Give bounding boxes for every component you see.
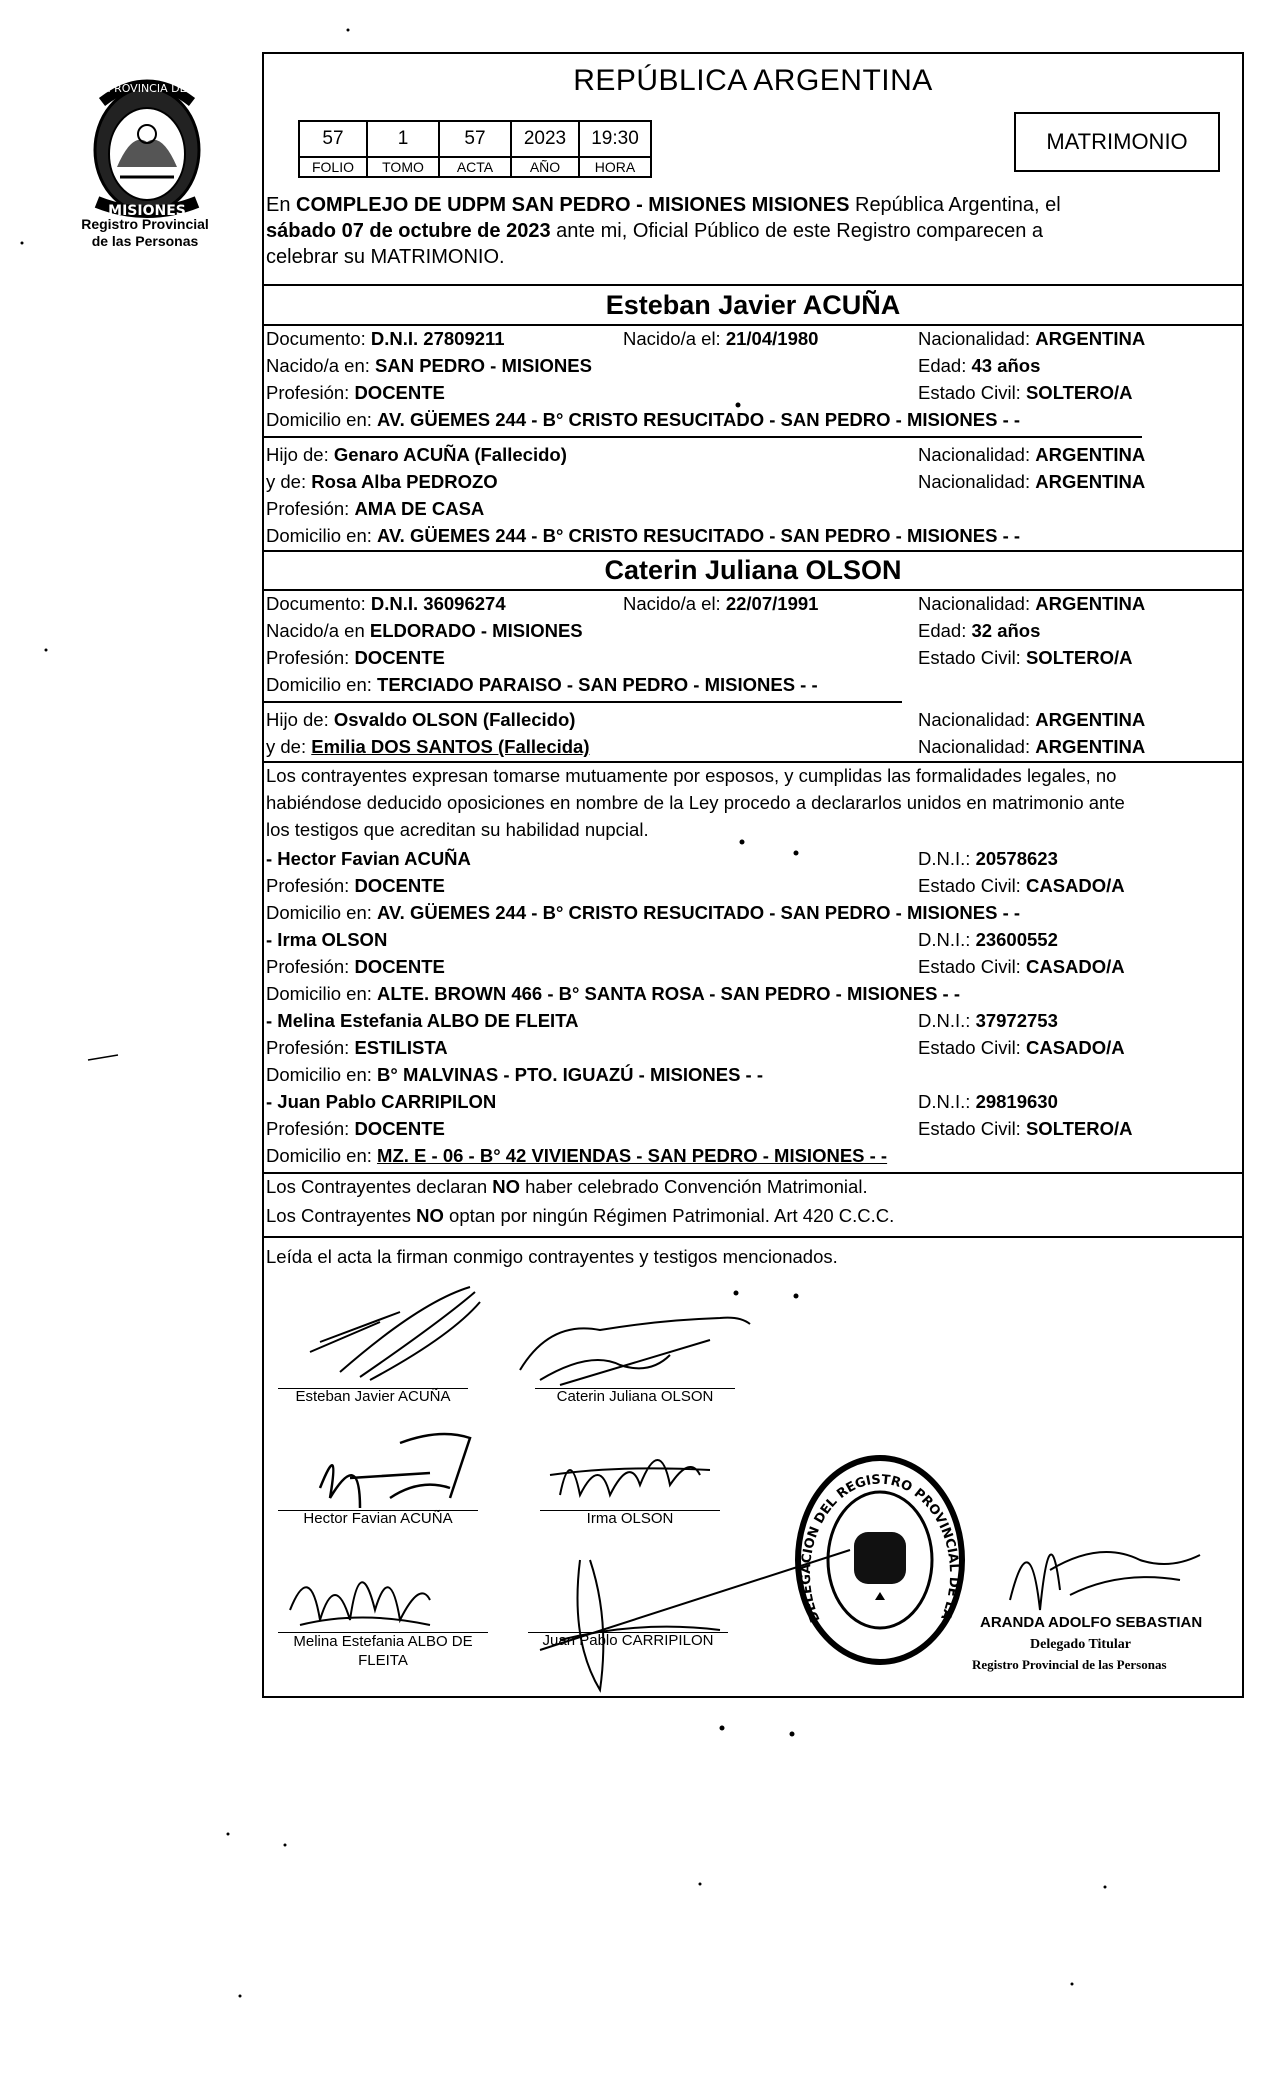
label: Domicilio en: [266,983,378,1004]
label: Profesión: [266,1118,355,1139]
svg-text:PROVINCIA DE: PROVINCIA DE [107,82,187,95]
intro-country: República Argentina, el [849,194,1061,216]
intro-officer: ante mi, Oficial Público de este Registro comparecen a [550,220,1044,242]
value: MZ. E - 06 - B° 42 VIVIENDAS - SAN PEDRO - MISIONES - - [377,1145,888,1166]
svg-text:DELEGACION DEL REGISTRO PROVIN: DELEGACION DEL REGISTRO PROVINCIAL DE LAS PERSONAS [784,1439,962,1625]
folio-value: 57 [299,121,367,157]
text: haber celebrado Convención Matrimonial. [520,1176,868,1197]
label: Hijo de: [266,709,334,730]
label: Nacionalidad: [918,709,1036,730]
closing-statement: Leída el acta la firman conmigo contrayentes y testigos mencionados. [266,1246,838,1267]
label: Estado Civil: [918,1037,1026,1058]
intro-date: sábado 07 de octubre de 2023 [266,220,551,242]
label: Nacionalidad: [918,471,1036,492]
label: Estado Civil: [918,956,1026,977]
svg-text:MISIONES: MISIONES [108,203,186,219]
declaration-line-1: Los contrayentes expresan tomarse mutuamente por esposos, y cumplidas las formalidades legales, no [266,765,1117,786]
value: AV. GÜEMES 244 - B° CRISTO RESUCITADO - SAN PEDRO - MISIONES - - [377,902,1021,923]
intro-place: COMPLEJO DE UDPM SAN PEDRO - MISIONES MISIONES [296,194,850,216]
label: Nacionalidad: [918,736,1036,757]
witness4-name: - Juan Pablo CARRIPILON [266,1091,497,1112]
tomo-label: TOMO [367,157,439,177]
value: ELDORADO - MISIONES [369,620,583,641]
label: Profesión: [266,875,355,896]
value: CASADO/A [1025,956,1125,977]
value: 20578623 [975,848,1058,869]
spouse1-birthdate-value: 21/04/1980 [725,328,819,349]
label: Estado Civil: [918,382,1026,403]
acta-label: ACTA [439,157,511,177]
spouse1-dni: D.N.I. 27809211 [370,328,505,349]
spouse2-name: Caterin Juliana OLSON [604,555,902,585]
value: DOCENTE [354,1118,445,1139]
emphasis: NO [492,1176,520,1197]
value: DOCENTE [354,875,445,896]
acta-value: 57 [439,121,511,157]
spouse1-age-value: 43 años [971,355,1041,376]
value: SOLTERO/A [1025,1118,1133,1139]
spouse1-nationality-value: ARGENTINA [1035,328,1146,349]
document-title: REPÚBLICA ARGENTINA [573,64,933,97]
label: Estado Civil: [918,1118,1026,1139]
label: Nacionalidad: [918,328,1036,349]
witness2-name: - Irma OLSON [266,929,388,950]
value: ARGENTINA [1035,709,1146,730]
folio-label: FOLIO [299,157,367,177]
value: TERCIADO PARAISO - SAN PEDRO - MISIONES - - [377,674,818,695]
value: DOCENTE [354,956,445,977]
value: DOCENTE [354,647,445,668]
label: Nacido/a en [266,620,370,641]
label: Nacionalidad: [918,593,1036,614]
label: Profesión: [266,498,355,519]
signature-label-caterin: Caterin Juliana OLSON [556,1388,714,1405]
emphasis: NO [416,1205,444,1226]
value: 29819630 [975,1091,1058,1112]
label: Domicilio en: [266,902,378,923]
label: Profesión: [266,1037,355,1058]
spouse1-civil-value: SOLTERO/A [1025,382,1133,403]
spouse1-address-value: AV. GÜEMES 244 - B° CRISTO RESUCITADO - SAN PEDRO - MISIONES - - [377,409,1021,430]
label: D.N.I.: [918,929,976,950]
label: Edad: [918,620,972,641]
spouse1-name: Esteban Javier ACUÑA [605,290,901,320]
label: Domicilio en: [266,525,378,546]
spouse2-dni: D.N.I. 36096274 [370,593,506,614]
value: 22/07/1991 [725,593,819,614]
label: D.N.I.: [918,1091,976,1112]
year-label: AÑO [511,157,579,177]
label: Nacido/a el: [623,328,726,349]
label: Hijo de: [266,444,334,465]
official-office: Registro Provincial de las Personas [972,1657,1167,1672]
value: ARGENTINA [1035,736,1146,757]
official-name: ARANDA ADOLFO SEBASTIAN [980,1614,1203,1631]
label: Nacionalidad: [918,444,1036,465]
witness1-name: - Hector Favian ACUÑA [266,848,471,869]
value: Osvaldo OLSON (Fallecido) [333,709,576,730]
label: y de: [266,736,312,757]
value: ARGENTINA [1035,471,1146,492]
official-title: Delegado Titular [1030,1637,1131,1652]
label: Nacido/a el: [623,593,726,614]
spouse1-mother-value: Rosa Alba PEDROZO [311,471,498,492]
label: y de: [266,471,312,492]
value: 37972753 [975,1010,1058,1031]
label: Domicilio en: [266,1145,378,1166]
declaration-line-2: habiéndose deducido oposiciones en nombre de la Ley procedo a declararlos unidos en matrimonio ante [266,792,1125,813]
value: B° MALVINAS - PTO. IGUAZÚ - MISIONES - - [377,1064,764,1085]
witness3-name: - Melina Estefania ALBO DE FLEITA [266,1010,579,1031]
value: CASADO/A [1025,875,1125,896]
label: Domicilio en: [266,674,378,695]
logo-caption-line2: de las Personas [91,233,199,249]
value: AMA DE CASA [354,498,485,519]
signature-label-esteban: Esteban Javier ACUÑA [295,1388,451,1405]
signature-label-melina-line2: FLEITA [358,1652,408,1669]
intro-line-3: celebrar su MATRIMONIO. [266,246,505,268]
hour-value: 19:30 [579,121,651,157]
label: Documento: [266,328,371,349]
spouse1-profession-value: DOCENTE [354,382,445,403]
value: SOLTERO/A [1025,647,1133,668]
label: D.N.I.: [918,1010,976,1031]
signature-label-hector: Hector Favian ACUÑA [303,1510,453,1527]
value: AV. GÜEMES 244 - B° CRISTO RESUCITADO - SAN PEDRO - MISIONES - - [377,525,1021,546]
value: CASADO/A [1025,1037,1125,1058]
label: Nacido/a en: [266,355,376,376]
label: Estado Civil: [918,647,1026,668]
signature-label-melina-line1: Melina Estefania ALBO DE [293,1633,473,1650]
text: Los Contrayentes [266,1205,417,1226]
text: optan por ningún Régimen Patrimonial. Art 420 C.C.C. [443,1205,895,1226]
value: Emilia DOS SANTOS (Fallecida) [311,736,590,757]
year-value: 2023 [511,121,579,157]
label: Profesión: [266,956,355,977]
label: Domicilio en: [266,409,378,430]
spouse1-birthplace-value: SAN PEDRO - MISIONES [375,355,592,376]
signature-label-juan: Juan Pablo CARRIPILON [542,1632,714,1649]
label: Profesión: [266,647,355,668]
spouse1-father-value: Genaro ACUÑA (Fallecido) [333,444,567,465]
value: ARGENTINA [1035,444,1146,465]
label: D.N.I.: [918,848,976,869]
act-type-box: MATRIMONIO [1014,112,1220,172]
text: Los Contrayentes declaran [266,1176,493,1197]
intro-prefix: En [266,194,297,216]
label: Domicilio en: [266,1064,378,1085]
logo-caption-line1: Registro Provincial [81,216,209,232]
signature-label-irma: Irma OLSON [586,1510,674,1527]
value: ESTILISTA [354,1037,448,1058]
hour-label: HORA [579,157,651,177]
value: 23600552 [975,929,1058,950]
label: Estado Civil: [918,875,1026,896]
tomo-value: 1 [367,121,439,157]
label: Edad: [918,355,972,376]
label: Profesión: [266,382,355,403]
value: ALTE. BROWN 466 - B° SANTA ROSA - SAN PEDRO - MISIONES - - [377,983,961,1004]
value: 32 años [971,620,1041,641]
label: Documento: [266,593,371,614]
value: ARGENTINA [1035,593,1146,614]
declaration-line-3: los testigos que acreditan su habilidad nupcial. [266,819,649,840]
